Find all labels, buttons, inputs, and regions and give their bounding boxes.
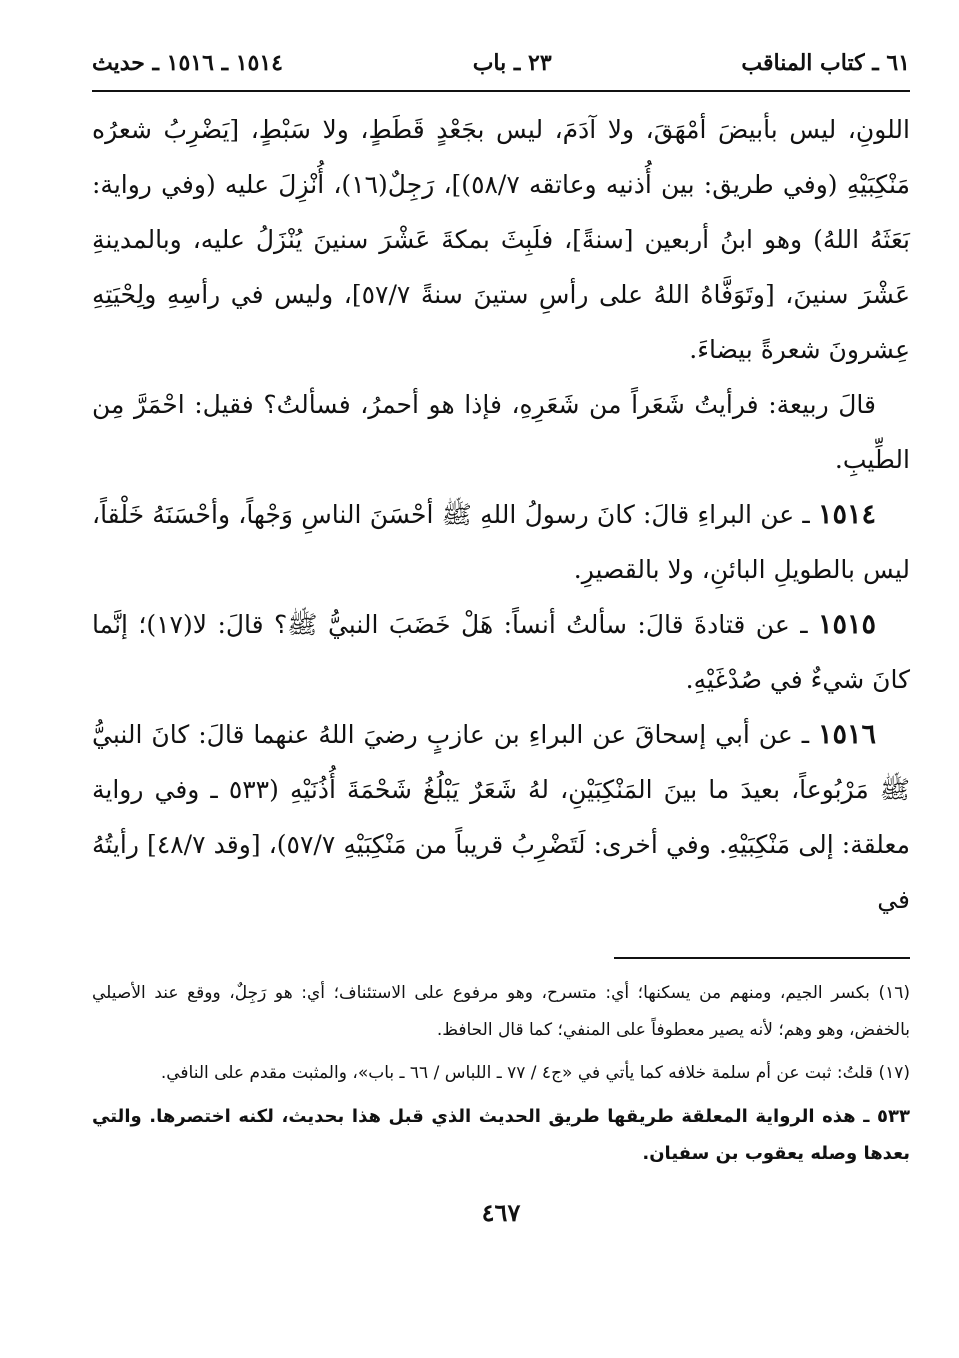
footnote-16: (١٦) بكسر الجيم، ومنهم من يسكنها؛ أي: متسرح، وهو مرفوع على الاستئناف؛ أي: هو رَجِلٌ، ووقع عند الأصيلي بالخفض، وهو وهم؛ لأنه يصير معطوفاً على المنفي؛ كما قال الحافظ. xyxy=(92,983,910,1040)
footnote-17: (١٧) قلتُ: ثبت عن أم سلمة خلافه كما يأتي في «ج٤ / ٧٧ ـ اللباس / ٦٦ ـ باب»، والمثبت مقدم على النافي. xyxy=(160,1063,910,1083)
hadith-number: ١٥١٥ xyxy=(817,609,876,640)
running-header xyxy=(92,40,910,86)
paragraph-continuation xyxy=(92,102,910,377)
header-hadith-range: ١٥١٤ ـ ١٥١٦ ـ حديث xyxy=(92,50,283,76)
book-page xyxy=(92,40,910,1227)
hadith-text: ـ عن قتادةَ قالَ: سألتُ أنساً: هَلْ خَضَبَ النبيُّ ﷺ؟ قالَ: لا(١٧)؛ إنَّما كانَ شيءٌ في صُدْغَيْهِ. xyxy=(92,610,910,694)
paragraph-rabia-note xyxy=(92,377,910,487)
header-chapter: ٦١ ـ كتاب المناقب xyxy=(741,50,910,76)
hadith-number: ١٥١٦ xyxy=(817,719,876,750)
header-section: ٢٣ ـ باب xyxy=(472,50,552,76)
footnote-533: ٥٣٣ ـ هذه الرواية المعلقة طريقها طريق الحديث الذي قبل هذا بحديث، لكنه اختصرها. والتي بعدها وصله يعقوب بن سفيان. xyxy=(92,1106,910,1164)
header-rule xyxy=(92,90,910,92)
footnote-rule xyxy=(614,957,910,959)
paragraph-text: قالَ ربيعة: فرأيتُ شَعَراً من شَعَرِهِ، فإذا هو أحمرُ، فسألتُ؟ فقيل: احْمَرَّ مِن الطِّيبِ. xyxy=(92,390,910,474)
hadith-1516 xyxy=(92,707,910,927)
hadith-1514 xyxy=(92,487,910,597)
paragraph-text: اللونِ، ليس بأبيضَ أمْهَقَ، ولا آدَمَ، ليس بجَعْدٍ قَطَطٍ، ولا سَبْطٍ، [يَضْرِبُ شعرُه مَنْكِبَيْهِ (وفي طريق: بين أُذنيه وعاتقه ٥٨/٧)]، رَجِلٌ(١٦)، أُنْزِلَ عليه (وفي رواية: بَعَثَهُ اللهُ) وهو ابنُ أربعين [سنةً]، فلَبِثَ بمكةَ عَشْرَ سنينَ يُنْزَلُ عليه، وبالمدينةِ عَشْرَ سنينَ، [وتَوَفَّاهُ اللهُ على رأسِ ستينَ سنةً ٥٧/٧]، وليس في رأسِهِ ولِحْيَتِهِ عِشرونَ شعرةً بيضاءَ. xyxy=(92,115,910,364)
hadith-text: ـ عن أبي إسحاقَ عن البراءِ بن عازبٍ رضيَ اللهُ عنهما قالَ: كانَ النبيُّ ﷺ مَرْبُوعاً، بعيدَ ما بينَ المَنْكِبَيْنِ، لهُ شَعَرٌ يَبْلُغُ شَحْمَةَ أُذُنَيْهِ (٥٣٣ ـ وفي رواية معلقة: إلى مَنْكِبَيْهِ. وفي أخرى: لَتَضْرِبُ قريباً من مَنْكِبَيْهِ ٥٧/٧)، [وقد ٤٨/٧] رأيتُهُ في xyxy=(92,720,911,914)
hadith-text: ـ عن البراءِ قالَ: كانَ رسولُ اللهِ ﷺ أحْسَنَ الناسِ وَجْهاً، وأحْسَنَهُ خَلْقاً، ليس بالطويلِ البائنِ، ولا بالقصيرِ. xyxy=(92,500,910,584)
page-number: ٤٦٧ xyxy=(481,1198,521,1227)
hadith-1515 xyxy=(92,597,910,707)
main-text xyxy=(92,102,910,927)
footnotes xyxy=(92,975,910,1172)
hadith-number: ١٥١٤ xyxy=(817,499,876,530)
